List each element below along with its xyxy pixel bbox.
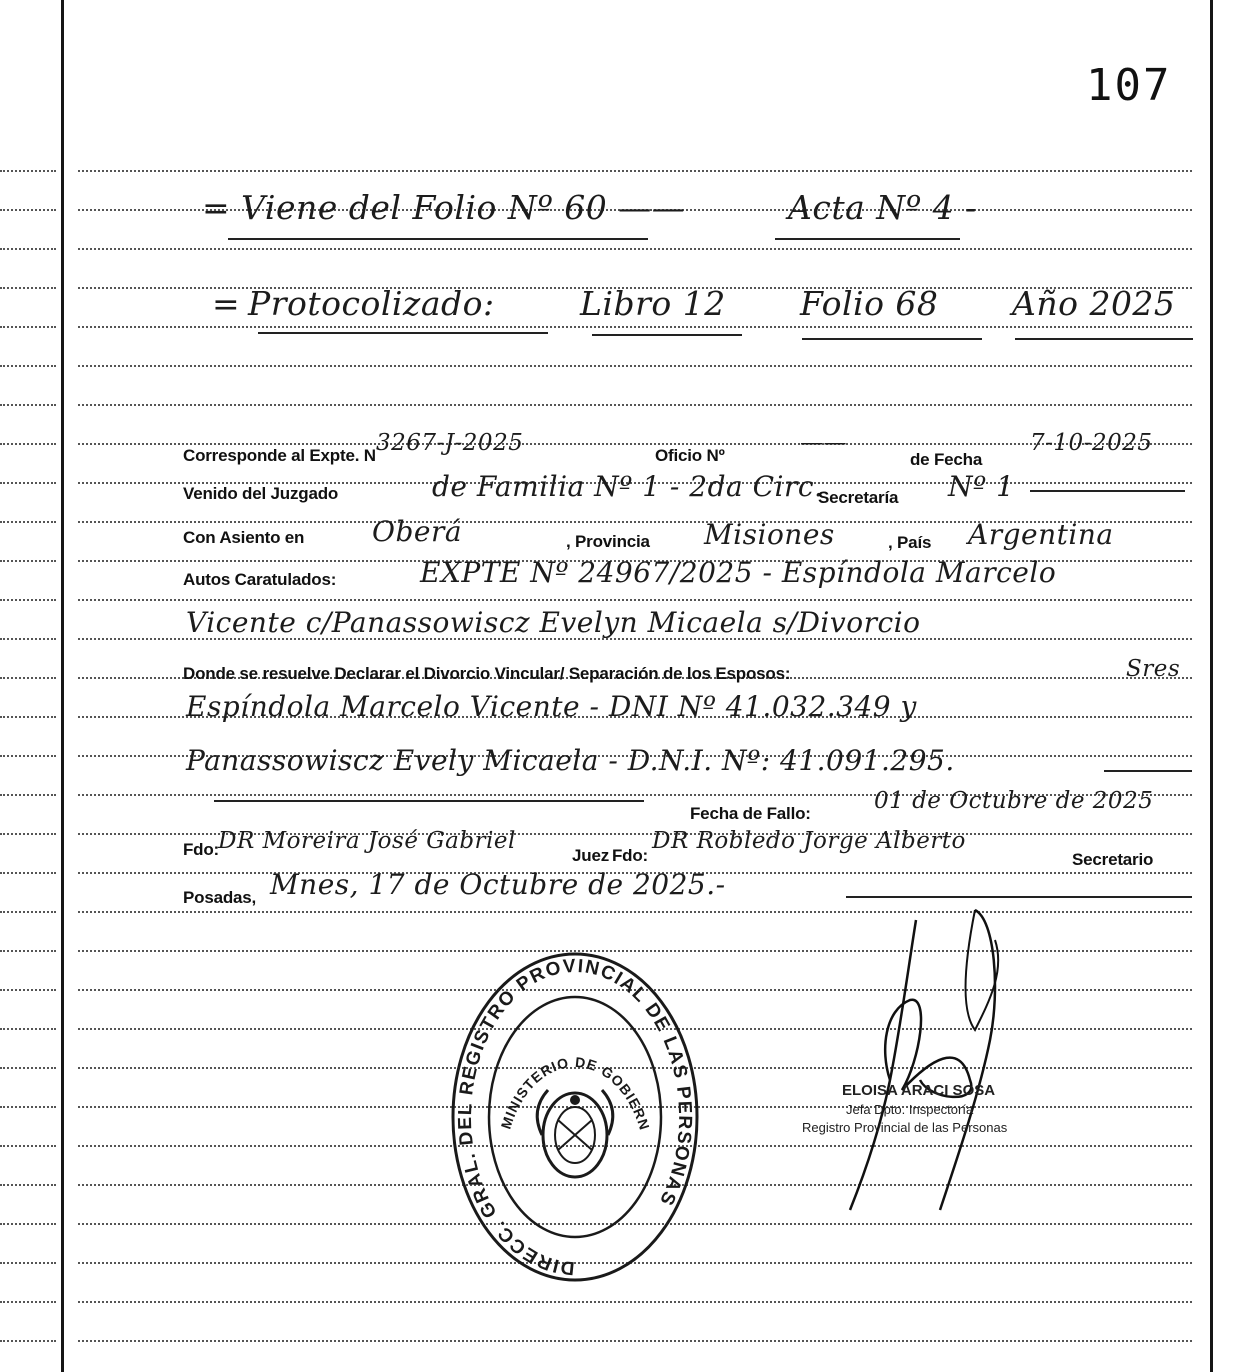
margin-dotted-line: [0, 443, 56, 445]
juzgado-value: de Familia Nº 1 - 2da Circ.: [432, 470, 824, 503]
margin-dotted-line: [0, 365, 56, 367]
margin-dotted-line: [0, 560, 56, 562]
expte-label: Corresponde al Expte. N: [183, 446, 376, 465]
officer-title: Jefa Dpto. Inspectoría: [846, 1102, 974, 1117]
left-binding-rule: [61, 0, 64, 1372]
acta-number: Acta Nº 4 -: [788, 188, 977, 227]
oficio-label: Oficio Nº: [655, 446, 725, 465]
margin-dotted-line: [0, 404, 56, 406]
esposo-line: Espíndola Marcelo Vicente - DNI Nº 41.032.349 y: [186, 690, 917, 723]
margin-dotted-line: [0, 833, 56, 835]
official-seal: [450, 950, 700, 1285]
libro-underline: [592, 334, 742, 336]
margin-dotted-line: [0, 1067, 56, 1069]
anio-underline: [1015, 338, 1193, 340]
juez-name: DR Moreira José Gabriel: [218, 828, 516, 854]
spouses-closing-line: [214, 800, 644, 802]
anio-reference: Año 2025: [1012, 284, 1176, 323]
secretario-name: DR Robledo Jorge Alberto: [652, 828, 966, 854]
viene-del-folio: = Viene del Folio Nº 60 ——: [202, 188, 686, 227]
seal-inner-text: MINISTERIO DE GOBIERN: [497, 1053, 653, 1133]
margin-dotted-line: [0, 1262, 56, 1264]
esposa-line: Panassowiscz Evely Micaela - D.N.I. Nº: 41.091.295.: [186, 744, 955, 777]
folio-underline: [802, 338, 982, 340]
body-dotted-line: [78, 1301, 1192, 1303]
svg-text:DIRECC. GRAL. DEL REGISTRO PRO: [455, 956, 695, 1279]
margin-dotted-line: [0, 482, 56, 484]
provincia-label: , Provincia: [566, 532, 650, 551]
margin-dotted-line: [0, 755, 56, 757]
asiento-value: Oberá: [372, 515, 463, 548]
provincia-value: Misiones: [704, 518, 835, 551]
right-binding-rule: [1210, 0, 1213, 1372]
pais-value: Argentina: [968, 518, 1114, 551]
oficio-value: ——: [800, 430, 847, 456]
acta-underline: [775, 238, 960, 240]
seal-outer-text: DIRECC. GRAL. DEL REGISTRO PROVINCIAL DE LAS PERSONAS: [454, 955, 696, 1279]
asiento-label: Con Asiento en: [183, 528, 305, 547]
margin-dotted-line: [0, 677, 56, 679]
fecha-value: 7-10-2025: [1030, 430, 1153, 456]
margin-dotted-line: [0, 248, 56, 250]
margin-dotted-line: [0, 1223, 56, 1225]
secretario-label: Secretario: [1072, 850, 1154, 869]
fdo-label: Fdo:: [183, 840, 220, 859]
secretaria-blank-line: [1030, 490, 1185, 492]
expte-value: 3267-J-2025: [376, 430, 524, 456]
posadas-date: Mnes, 17 de Octubre de 2025.-: [270, 868, 726, 901]
margin-dotted-line: [0, 287, 56, 289]
body-dotted-line: [78, 599, 1192, 601]
margin-dotted-line: [0, 326, 56, 328]
fallo-label: Fecha de Fallo:: [690, 804, 811, 823]
body-dotted-line: [78, 443, 1192, 445]
margin-dotted-line: [0, 1301, 56, 1303]
body-dotted-line: [78, 404, 1192, 406]
margin-dotted-line: [0, 209, 56, 211]
protocolizado-label: Protocolizado:: [248, 284, 495, 323]
juzgado-label: Venido del Juzgado: [183, 484, 339, 503]
margin-dotted-line: [0, 794, 56, 796]
secretaria-value: Nº 1: [948, 470, 1015, 503]
margin-dotted-line: [0, 1028, 56, 1030]
viene-underline: [228, 238, 648, 240]
margin-dotted-line: [0, 1340, 56, 1342]
protocolo-prefix: =: [212, 284, 241, 323]
margin-dotted-line: [0, 170, 56, 172]
body-dotted-line: [78, 326, 1192, 328]
fdo-secretario-label: Fdo:: [612, 846, 649, 865]
officer-name: ELOISA ARACI SOSA: [842, 1082, 996, 1099]
autos-line-1: EXPTE Nº 24967/2025 - Espíndola Marcelo: [420, 556, 1057, 589]
margin-dotted-line: [0, 599, 56, 601]
coat-of-arms-emblem: [537, 1090, 613, 1177]
handwritten-signature: [790, 890, 1050, 1220]
pais-label: , País: [888, 533, 932, 552]
fecha-label: de Fecha: [910, 450, 983, 469]
body-dotted-line: [78, 1340, 1192, 1342]
juez-label: Juez: [572, 846, 609, 865]
margin-dotted-line: [0, 1184, 56, 1186]
resuelve-label: Donde se resuelve Declarar el Divorcio Vincular/ Separación de los Esposos:: [183, 664, 791, 683]
margin-dotted-line: [0, 989, 56, 991]
esposa-trailing-line: [1104, 770, 1192, 772]
resuelve-value: Sres: [1126, 656, 1181, 682]
folio-number: 107: [1086, 60, 1172, 111]
margin-dotted-line: [0, 911, 56, 913]
margin-dotted-line: [0, 950, 56, 952]
margin-dotted-line: [0, 521, 56, 523]
libro-number: Libro 12: [580, 284, 726, 323]
posadas-label: Posadas,: [183, 888, 257, 907]
folio-reference: Folio 68: [800, 284, 939, 323]
protocolizado-underline: [258, 332, 548, 334]
officer-office: Registro Provincial de las Personas: [802, 1120, 1008, 1135]
secretaria-label: Secretaría: [818, 488, 899, 507]
autos-line-2: Vicente c/Panassowiscz Evelyn Micaela s/Divorcio: [186, 606, 921, 639]
autos-label: Autos Caratulados:: [183, 570, 337, 589]
margin-dotted-line: [0, 638, 56, 640]
body-dotted-line: [78, 248, 1192, 250]
margin-dotted-line: [0, 1145, 56, 1147]
body-dotted-line: [78, 170, 1192, 172]
margin-dotted-line: [0, 872, 56, 874]
fallo-value: 01 de Octubre de 2025: [874, 788, 1154, 814]
body-dotted-line: [78, 365, 1192, 367]
margin-dotted-line: [0, 716, 56, 718]
margin-dotted-line: [0, 1106, 56, 1108]
